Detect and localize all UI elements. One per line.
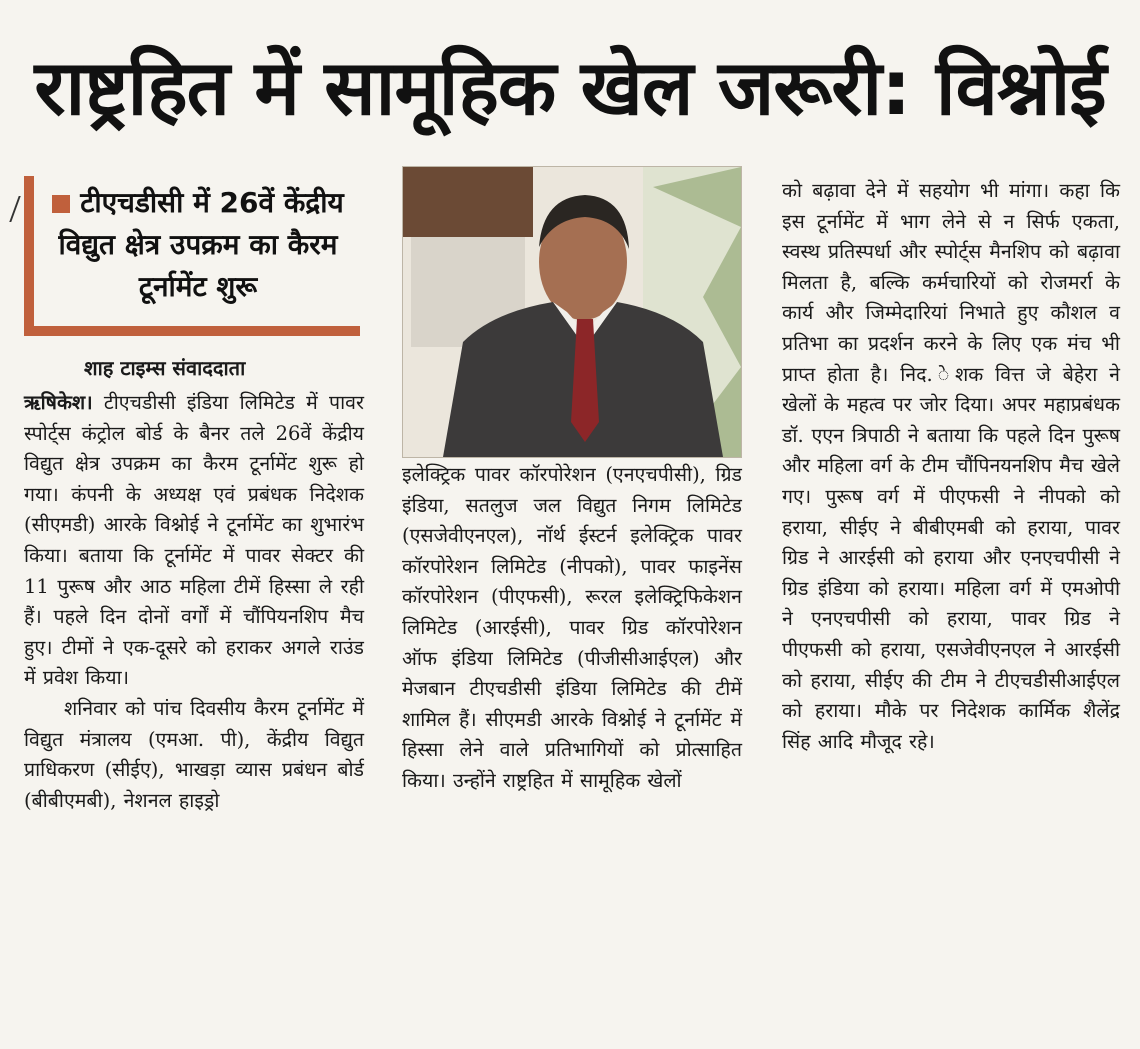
column-3 xyxy=(782,176,1120,757)
dateline: ऋषिकेश। xyxy=(24,391,93,414)
paragraph: को बढ़ावा देने में सहयोग भी मांगा। कहा कि इस टूर्नामेंट में भाग लेने से न सिर्फ एकता, स्वस्थ प्रतिस्पर्धा और स्पोर्ट्स मैनशिप को बढ़ावा मिलता है, बल्कि कर्मचारियों को रोजमर्रा के कार्य और जिम्मेदारियां निभाते हुए कौशल व प्रतिभा का प्रदर्शन करने के लिए एक मंच भी प्राप्त होता है। निद. ेशक वित्त जे बेहेरा ने खेलों के महत्व पर जोर दिया। अपर महाप्रबंधक डॉ. एएन त्रिपाठी ने बताया कि पहले दिन पुरूष और महिला वर्ग के टीम चौंपिनयनशिप मैच खेले गए। पुरूष वर्ग में पीएफसी ने नीपको को हराया, सीईए ने बीबीएमबी को हराया, पावर ग्रिड ने आरईसी को हराया और एनएचपीसी ने ग्रिड इंडिया को हराया। महिला वर्ग में एमओपी ने एनएचपीसी को हराया, पावर ग्रिड ने पीएफसी को हराया, एसजेवीएनएल ने आरईसी को हराया, सीईए की टीम ने टीएचडीसीआईएल को हराया। मौके पर निदेशक कार्मिक शैलेंद्र सिंह आदि मौजूद रहे। xyxy=(782,179,1120,753)
column-1 xyxy=(24,388,364,816)
paragraph: शनिवार को पांच दिवसीय कैरम टूर्नामेंट में विद्युत मंत्रालय (एमआ. पी), केंद्रीय विद्युत प्राधिकरण (सीईए), भाखड़ा व्यास प्रबंधन बोर्ड (बीबीएमबी), नेशनल हाइड्रो xyxy=(24,696,364,812)
portrait-image xyxy=(403,167,741,457)
byline: शाह टाइम्स संवाददाता xyxy=(84,356,246,380)
paragraph xyxy=(24,388,364,694)
subheadline-box xyxy=(24,176,360,336)
column-2 xyxy=(402,460,742,797)
cmd-photo xyxy=(402,166,742,458)
paragraph-text: टीएचडीसी इंडिया लिमिटेड में पावर स्पोर्ट्स कंट्रोल बोर्ड के बैनर तले 26वें केंद्रीय विद्युत क्षेत्र उपक्रम का कैरम टूर्नामेंट शुरू हो गया। कंपनी के अध्यक्ष एवं प्रबंधक निदेशक (सीएमडी) आरके विश्नोई ने टूर्नामेंट का शुभारंभ किया। बताया कि टूर्नामेंट में पावर सेक्टर की 11 पुरूष और आठ महिला टीमें हिस्सा ले रही हैं। पहले दिन दोनों वर्गों में चौंपियनशिप मैच हुए। टीमों ने एक-दूसरे को हराकर अगले राउंड में प्रवेश किया। xyxy=(24,391,364,690)
square-bullet-icon xyxy=(52,195,70,213)
paragraph: इलेक्ट्रिक पावर कॉरपोरेशन (एनएचपीसी), ग्रिड इंडिया, सतलुज जल विद्युत निगम लिमिटेड (एसजेवीएनएल), नॉर्थ ईस्टर्न इलेक्ट्रिक पावर कॉरपोरेशन लिमिटेड (नीपको), पावर फाइनेंस कॉरपोरेशन (पीएफसी), रूरल इलेक्ट्रिफिकेशन लिमिटेड (आरईसी), पावर ग्रिड कॉरपोरेशन ऑफ इंडिया लिमिटेड (पीजीसीआईएल) और मेजबान टीएचडीसी इंडिया लिमिटेड की टीमें शामिल हैं। सीएमडी आरके विश्नोई ने टूर्नामेंट में हिस्सा लेने वाले प्रतिभागियों को प्रोत्साहित किया। उन्होंने राष्ट्रहित में सामूहिक खेलों xyxy=(402,463,742,792)
headline: राष्ट्रहित में सामूहिक खेल जरूरी: विश्नोई xyxy=(34,43,1106,132)
subheadline: टीएचडीसी में 26वें केंद्रीय विद्युत क्षेत्र उपक्रम का कैरम टूर्नामेंट शुरू xyxy=(58,186,344,303)
